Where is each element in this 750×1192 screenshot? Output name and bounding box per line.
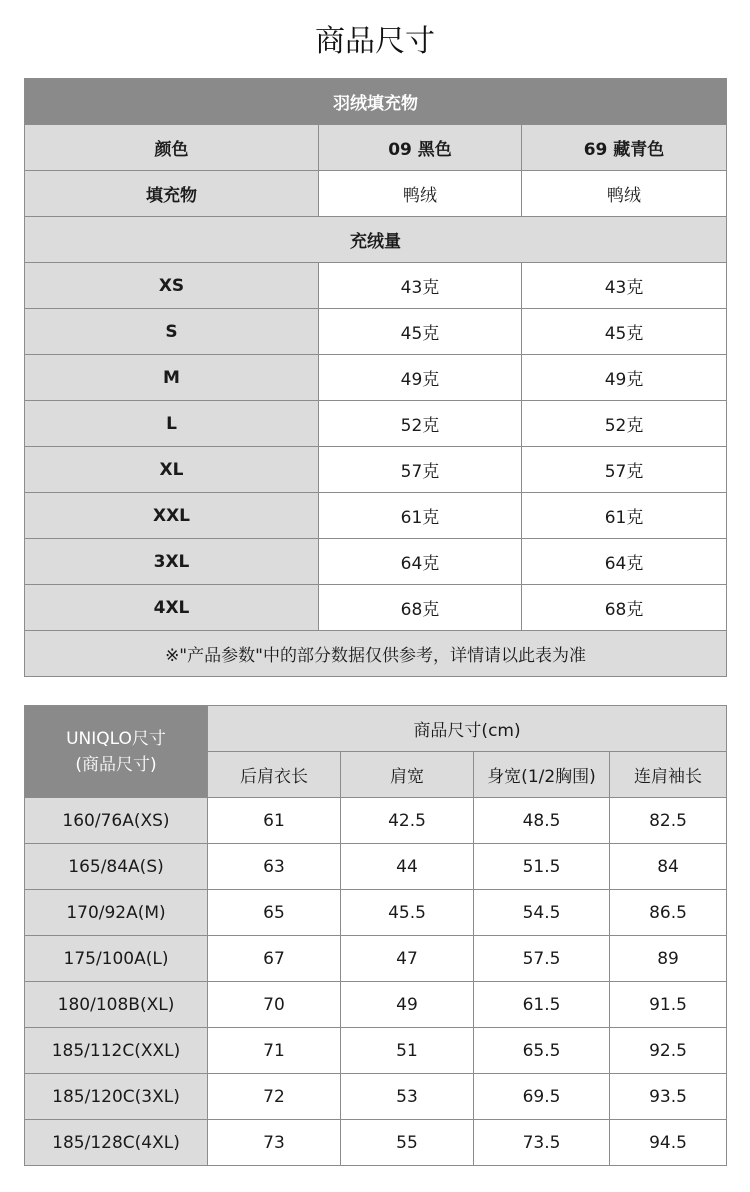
measurement-cell: 61.5 <box>474 982 610 1028</box>
size-label: 175/100A(L) <box>25 936 208 982</box>
measurement-cell: 51.5 <box>474 844 610 890</box>
fill-amount: 52克 <box>522 401 727 447</box>
column-header: 后肩衣长 <box>208 752 341 798</box>
table-row <box>25 309 727 355</box>
fill-amount: 61克 <box>319 493 522 539</box>
page-title: 商品尺寸 <box>315 24 435 59</box>
size-label: 185/128C(4XL) <box>25 1120 208 1166</box>
fill-amount: 45克 <box>522 309 727 355</box>
column-header: 肩宽 <box>341 752 474 798</box>
measurement-cell: 57.5 <box>474 936 610 982</box>
measurement-cell: 92.5 <box>610 1028 727 1074</box>
table-row <box>25 1074 727 1120</box>
size-label: L <box>25 401 319 447</box>
size-table <box>24 705 727 1166</box>
measurement-cell: 89 <box>610 936 727 982</box>
size-label: 180/108B(XL) <box>25 982 208 1028</box>
measurement-cell: 70 <box>208 982 341 1028</box>
measurement-cell: 65.5 <box>474 1028 610 1074</box>
measurement-cell: 69.5 <box>474 1074 610 1120</box>
measurement-cell: 61 <box>208 798 341 844</box>
size-label: 160/76A(XS) <box>25 798 208 844</box>
measurement-cell: 47 <box>341 936 474 982</box>
size-label: XS <box>25 263 319 309</box>
size-label: 185/112C(XXL) <box>25 1028 208 1074</box>
fill-table-title-row <box>25 79 727 125</box>
fill-amount: 43克 <box>522 263 727 309</box>
measurement-cell: 71 <box>208 1028 341 1074</box>
size-label: 3XL <box>25 539 319 585</box>
size-label: 4XL <box>25 585 319 631</box>
reference-note: ※"产品参数"中的部分数据仅供参考，详情请以此表为准 <box>25 631 727 677</box>
fill-amount: 49克 <box>522 355 727 401</box>
note-row <box>25 631 727 677</box>
measurement-cell: 94.5 <box>610 1120 727 1166</box>
uniqlo-size-label: UNIQLO尺寸 <box>66 728 166 749</box>
measurement-cell: 45.5 <box>341 890 474 936</box>
measurement-cell: 82.5 <box>610 798 727 844</box>
color-black: 09 黑色 <box>319 125 522 171</box>
measurement-cell: 65 <box>208 890 341 936</box>
table-row <box>25 493 727 539</box>
table-row <box>25 355 727 401</box>
measurement-cell: 72 <box>208 1074 341 1120</box>
table-row <box>25 1120 727 1166</box>
measurement-cell: 73.5 <box>474 1120 610 1166</box>
color-row <box>25 125 727 171</box>
table-row <box>25 844 727 890</box>
measurement-cell: 73 <box>208 1120 341 1166</box>
measurement-cell: 51 <box>341 1028 474 1074</box>
color-label: 颜色 <box>25 125 319 171</box>
product-size-label: (商品尺寸) <box>75 754 157 775</box>
measurement-cell: 86.5 <box>610 890 727 936</box>
fill-amount: 49克 <box>319 355 522 401</box>
fill-label: 填充物 <box>25 171 319 217</box>
amount-header-row <box>25 217 727 263</box>
size-label: 165/84A(S) <box>25 844 208 890</box>
column-header: 身宽(1/2胸围) <box>474 752 610 798</box>
measurement-cell: 48.5 <box>474 798 610 844</box>
size-label: XXL <box>25 493 319 539</box>
table-row <box>25 1028 727 1074</box>
measurement-cell: 84 <box>610 844 727 890</box>
fill-value: 鸭绒 <box>522 171 727 217</box>
table-row <box>25 401 727 447</box>
fill-row <box>25 171 727 217</box>
measurement-cell: 91.5 <box>610 982 727 1028</box>
fill-value: 鸭绒 <box>319 171 522 217</box>
size-table-corner <box>25 706 208 798</box>
color-navy: 69 藏青色 <box>522 125 727 171</box>
measurement-cell: 63 <box>208 844 341 890</box>
measurement-cell: 54.5 <box>474 890 610 936</box>
table-row <box>25 585 727 631</box>
table-row <box>25 263 727 309</box>
measurement-cell: 67 <box>208 936 341 982</box>
fill-table <box>24 78 727 677</box>
fill-amount: 43克 <box>319 263 522 309</box>
table-row <box>25 539 727 585</box>
size-label: M <box>25 355 319 401</box>
fill-amount: 52克 <box>319 401 522 447</box>
size-label: S <box>25 309 319 355</box>
fill-amount: 45克 <box>319 309 522 355</box>
fill-amount: 64克 <box>522 539 727 585</box>
fill-amount: 68克 <box>319 585 522 631</box>
size-label: 185/120C(3XL) <box>25 1074 208 1120</box>
fill-amount: 61克 <box>522 493 727 539</box>
fill-amount: 57克 <box>319 447 522 493</box>
measurement-cell: 49 <box>341 982 474 1028</box>
measurement-cell: 44 <box>341 844 474 890</box>
size-label: XL <box>25 447 319 493</box>
measurement-cell: 93.5 <box>610 1074 727 1120</box>
table-row <box>25 890 727 936</box>
measurement-cell: 42.5 <box>341 798 474 844</box>
measurement-cell: 55 <box>341 1120 474 1166</box>
measurement-cell: 53 <box>341 1074 474 1120</box>
table-row <box>25 447 727 493</box>
table-row <box>25 798 727 844</box>
fill-amount: 57克 <box>522 447 727 493</box>
fill-amount: 64克 <box>319 539 522 585</box>
column-header: 连肩袖长 <box>610 752 727 798</box>
amount-label: 充绒量 <box>25 217 727 263</box>
table-row <box>25 936 727 982</box>
size-label: 170/92A(M) <box>25 890 208 936</box>
fill-table-title: 羽绒填充物 <box>25 79 727 125</box>
size-table-header-row <box>25 706 727 752</box>
table-row <box>25 982 727 1028</box>
fill-amount: 68克 <box>522 585 727 631</box>
size-group-header: 商品尺寸(cm) <box>208 706 727 752</box>
